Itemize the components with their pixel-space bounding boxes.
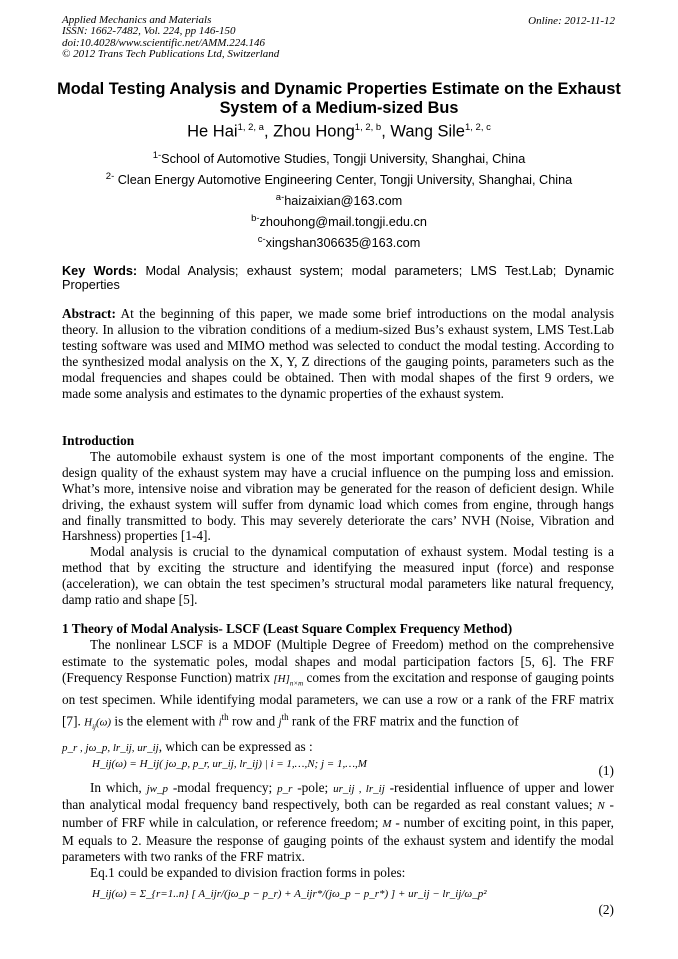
equation-text: H_ij(ω) = H_ij( jω_p, p_r, ur_ij, lr_ij) | i = 1,…,N; j = 1,…,M: [92, 757, 367, 770]
affiliation-text: School of Automotive Studies, Tongji University, Shanghai, China: [161, 152, 526, 167]
online-date: Online: 2012-11-12: [528, 15, 615, 27]
journal-name: Applied Mechanics and Materials: [62, 14, 212, 26]
text: row and: [228, 713, 279, 729]
math: jw_p: [146, 782, 169, 795]
email-sup: a-: [275, 192, 285, 203]
abstract: [62, 306, 614, 401]
email-text: haizaixian@163.com: [284, 194, 403, 209]
doi: doi:10.4028/www.scientific.net/AMM.224.146: [62, 36, 265, 49]
paragraph: Eq.1 could be expanded to division fraction forms in poles:: [90, 865, 406, 881]
text: rank of the FRF matrix and the function of: [288, 713, 519, 729]
email-sup: c-: [257, 234, 266, 245]
section-heading: 1 Theory of Modal Analysis- LSCF (Least Square Complex Frequency Method): [62, 621, 513, 636]
math: M: [382, 818, 392, 831]
email-sup: b-: [251, 213, 260, 224]
journal-header: [62, 15, 279, 60]
affiliation: [0, 171, 678, 187]
affiliation-sup: 2-: [105, 171, 115, 182]
author-list: He Hai$^{1, 2, a}$, Zhou Hong$^{1, 2, b}$, Wang Sile$^{1, 2, c}$: [187, 122, 491, 141]
math: (ω): [96, 716, 112, 729]
section-heading: Introduction: [62, 433, 135, 448]
math-sub: ij: [92, 723, 96, 732]
paragraph: [62, 780, 614, 866]
introduction-section: [62, 433, 614, 608]
math: ur_ij , lr_ij: [333, 782, 385, 795]
author-name: He Hai: [187, 122, 238, 141]
text: The nonlinear LSCF is a MDOF (Multiple Degree of Freedom) method on the comprehensive estimate to the systematic poles, modal shapes and modal participation factors [5, 6]. The FRF (Frequency Response Function) matrix: [62, 636, 614, 686]
text: In which,: [90, 779, 147, 795]
math: i: [218, 716, 222, 729]
text: , which can be expressed as :: [158, 738, 313, 754]
text: -residential influence of upper and lower than analytical modal frequency band respectively, both can be regarded as real constant values;: [62, 779, 614, 813]
affiliation-text: Clean Energy Automotive Engineering Center, Tongji University, Shanghai, China: [114, 173, 573, 188]
email: [0, 234, 678, 250]
equation-number: (1): [598, 762, 614, 778]
author-name: Wang Sile: [390, 122, 465, 141]
math-sup: th: [221, 711, 229, 722]
math-sub: n×m: [289, 679, 304, 688]
copyright: © 2012 Trans Tech Publications Ltd, Switzerland: [62, 47, 280, 60]
author-sup: 1, 2, c: [464, 122, 491, 133]
equation-number: (2): [598, 901, 614, 917]
abstract-text: At the beginning of this paper, we made some brief introductions on the modal analysis theory. In allusion to the vibration conditions of a medium-sized Bus’s exhaust system, LMS Test.Lab testing software was used and MIMO method was selected to conduct the modal testing. According to the synthesized modal analysis on the X, Y, Z directions of the gauging points, parameters such as the modal frequencies and shapes could be obtained. Then with modal shapes of the first 9 orders, we made some analysis and estimates to the dynamic properties of the exhaust system.: [62, 306, 614, 401]
affiliation: [0, 150, 678, 166]
math: j: [278, 716, 282, 729]
math: p_r , jω_p, lr_ij, ur_ij: [62, 741, 159, 754]
text: - number of exciting point, in this paper, M equals to 2. Measure the response of gauging points of the exhaust system and identify the modal parameters with two ranks of the FRF matrix.: [62, 815, 614, 865]
email: [0, 213, 678, 229]
text: -modal frequency;: [168, 779, 278, 795]
author-name: Zhou Hong: [273, 122, 355, 141]
paragraph: The automobile exhaust system is one of the most important components of the engine. The design quality of the exhaust system may have a crucial influence on the pumping loss and emission. What’s more, intensive noise and vibration may be generated for the reason of deficient design. While driving, the exhaust system will suffer from dynamic load which comes from engine, through hangs and finally transmitted to body. This may severely deteriorate the cars’ NVH (Noise, Vibration and Harshness) properties [1-4].: [62, 448, 614, 544]
keywords-text: Modal Analysis; exhaust system; modal parameters; LMS Test.Lab; Dynamic Properties: [62, 264, 615, 292]
theory-section: [62, 621, 614, 915]
keywords-label: Key Words:: [62, 264, 138, 278]
math: p_r: [277, 782, 293, 795]
equation-text: H_ij(ω) = Σ_{r=1..n} [ A_ijr/(jω_p − p_r) + A_ijr*/(jω_p − p_r*) ] + ur_ij − lr_ij/ω_p²: [92, 887, 487, 900]
math-sup: th: [281, 711, 289, 722]
text: -pole;: [292, 779, 334, 795]
abstract-label: Abstract:: [62, 306, 116, 321]
email-text: zhouhong@mail.tongji.edu.cn: [259, 215, 427, 230]
text: is the element with: [111, 713, 219, 729]
email: [0, 192, 678, 208]
author-sup: 1, 2, a: [237, 122, 264, 133]
email-text: xingshan306635@163.com: [265, 236, 421, 251]
text: comes from the excitation and response of gauging points on test specimen. While identifying modal parameters, we can use a row or a rank of the FRF matrix [7].: [62, 670, 614, 729]
equation-1: [62, 757, 614, 777]
equation-2: [62, 881, 614, 915]
math: N: [597, 800, 605, 813]
keywords: [62, 264, 614, 292]
affiliation-sup: 1-: [152, 150, 162, 161]
paragraph: Modal analysis is crucial to the dynamical computation of exhaust system. Modal testing is a method that by exciting the structure and identifying the measured input (force) and response (acceleration), we can obtain the test specimen’s structural modal parameters like natural frequency, damp ratio and shape [5].: [62, 544, 614, 608]
issn: ISSN: 1662-7482, Vol. 224, pp 146-150: [62, 25, 236, 38]
text: - number of FRF while in calculation, or reference freedom;: [62, 797, 614, 831]
author-sup: 1, 2, b: [354, 122, 382, 133]
paragraph: [62, 739, 614, 757]
math: H: [84, 716, 93, 729]
paper-title: Modal Testing Analysis and Dynamic Properties Estimate on the Exhaust System of a Medium-sized Bus: [57, 80, 621, 117]
math: [H]: [273, 673, 290, 686]
paragraph: [62, 637, 614, 736]
